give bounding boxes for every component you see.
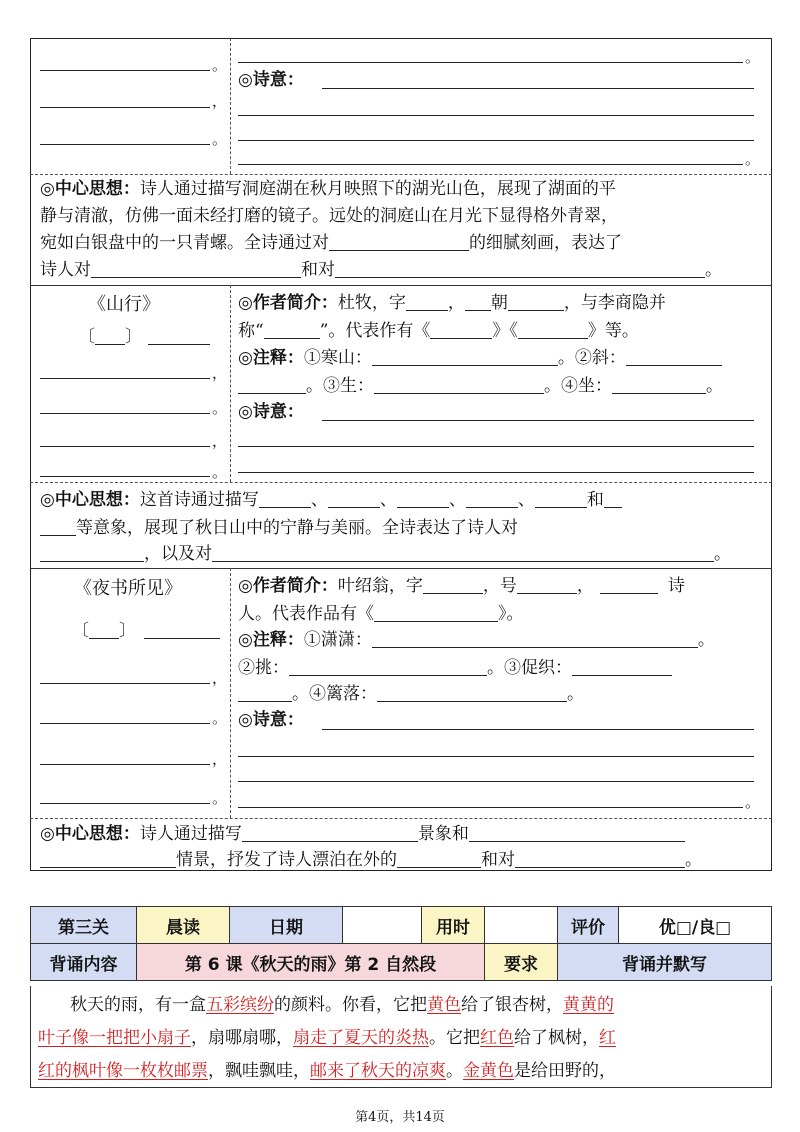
bracket: 〕 bbox=[125, 327, 142, 347]
blank[interactable] bbox=[335, 262, 705, 278]
highlighted-phrase: 扇走了夏天的炎热 bbox=[293, 1028, 429, 1048]
highlighted-phrase: 红 bbox=[599, 1028, 616, 1048]
text: ”。代表作有《 bbox=[319, 321, 431, 341]
requirement-cell: 背诵并默写 bbox=[558, 944, 772, 981]
text: 叶绍翁，字 bbox=[337, 576, 423, 596]
meaning-label: ◎诗意： bbox=[238, 70, 304, 90]
blank[interactable] bbox=[40, 852, 176, 868]
blank[interactable] bbox=[289, 660, 487, 676]
highlighted-phrase: 黄色 bbox=[427, 995, 461, 1015]
blank[interactable] bbox=[40, 520, 76, 536]
blank[interactable] bbox=[626, 350, 722, 366]
text: 诗人对 bbox=[40, 260, 91, 280]
text: 。③生： bbox=[306, 376, 374, 396]
blank[interactable] bbox=[91, 262, 301, 278]
text: 。 bbox=[567, 684, 584, 704]
text: 和 bbox=[586, 490, 604, 510]
blank[interactable] bbox=[518, 323, 588, 339]
text: 和对 bbox=[481, 850, 515, 870]
meaning-blank[interactable] bbox=[322, 88, 754, 89]
dynasty-author-line bbox=[78, 329, 210, 346]
poem-line-blank[interactable] bbox=[40, 378, 210, 379]
notes-line bbox=[238, 632, 715, 649]
central-idea-line bbox=[40, 852, 702, 869]
meaning-blank[interactable] bbox=[238, 140, 754, 141]
central-idea-line bbox=[40, 546, 731, 563]
notes-label: ◎注释： bbox=[238, 348, 304, 368]
poem-line-blank[interactable] bbox=[40, 683, 210, 684]
blank[interactable] bbox=[469, 826, 685, 842]
passage-text: 。 bbox=[446, 1061, 463, 1081]
text: 、 bbox=[517, 490, 535, 510]
answer-line[interactable] bbox=[238, 62, 743, 63]
highlighted-phrase: 金黄色 bbox=[463, 1061, 514, 1081]
text: 景象和 bbox=[417, 824, 469, 844]
punct: 。 bbox=[745, 150, 761, 168]
poem-line-blank[interactable] bbox=[40, 723, 210, 724]
requirement-label-cell: 要求 bbox=[485, 944, 558, 981]
blank[interactable] bbox=[466, 492, 518, 508]
blank[interactable] bbox=[40, 546, 144, 562]
meaning-blank[interactable] bbox=[238, 807, 743, 808]
blank[interactable] bbox=[604, 492, 622, 508]
content-cell: 第 6 课《秋天的雨》第 2 自然段 bbox=[137, 944, 485, 981]
text: 这首诗通过描写 bbox=[139, 490, 259, 510]
highlighted-phrase: 叶子像一把把小扇子 bbox=[38, 1028, 191, 1048]
meaning-label: ◎诗意： bbox=[238, 710, 304, 730]
text: ①潇潇： bbox=[303, 630, 372, 650]
text: 朝 bbox=[490, 293, 508, 313]
punct: ， bbox=[212, 750, 228, 768]
meaning-blank[interactable] bbox=[238, 472, 754, 473]
passage-text: 是给田野的， bbox=[514, 1061, 616, 1081]
blank[interactable] bbox=[238, 378, 306, 394]
author-blank[interactable] bbox=[144, 623, 220, 639]
text: 。 bbox=[714, 544, 731, 564]
text: 静与清澈，仿佛一面未经打磨的镜子。远处的洞庭山在月光下显得格外青翠， bbox=[40, 206, 618, 226]
blank[interactable] bbox=[406, 295, 448, 311]
time-label-cell: 用时 bbox=[422, 907, 485, 944]
poem-title: 《山行》 bbox=[88, 294, 160, 315]
section-divider bbox=[30, 818, 772, 819]
eval-label-cell: 评价 bbox=[558, 907, 619, 944]
highlighted-phrase: 五彩缤纷 bbox=[206, 995, 274, 1015]
date-label-cell: 日期 bbox=[230, 907, 343, 944]
time-input-cell[interactable] bbox=[485, 907, 558, 944]
passage-text: 给了银杏树， bbox=[461, 995, 563, 1015]
punct: 。 bbox=[212, 789, 228, 807]
blank[interactable] bbox=[212, 546, 714, 562]
blank[interactable] bbox=[517, 578, 577, 594]
page-footer: 第4页，共14页 bbox=[355, 1110, 445, 1125]
text: 。 bbox=[705, 260, 722, 280]
poem-line-blank[interactable] bbox=[40, 476, 210, 477]
worksheet-frame bbox=[30, 38, 772, 871]
bracket: 〔 bbox=[78, 327, 95, 347]
text: 和对 bbox=[301, 260, 335, 280]
author-intro-label: ◎作者简介： bbox=[238, 293, 338, 313]
text: ，号 bbox=[482, 576, 517, 596]
author-intro-line bbox=[238, 606, 524, 623]
meaning-blank[interactable] bbox=[322, 729, 754, 730]
poem-line-blank[interactable] bbox=[40, 803, 210, 804]
blank[interactable] bbox=[259, 492, 311, 508]
reading-cell: 晨读 bbox=[137, 907, 230, 944]
notes-line bbox=[238, 350, 722, 367]
dynasty-author-line bbox=[72, 623, 220, 640]
poem-line-blank[interactable] bbox=[40, 446, 210, 447]
text: ， bbox=[447, 293, 465, 313]
central-idea-line bbox=[40, 826, 685, 843]
blank[interactable] bbox=[374, 606, 498, 622]
punct: 。 bbox=[212, 399, 228, 417]
text: 。③促织： bbox=[487, 658, 572, 678]
poem-line-blank[interactable] bbox=[40, 413, 210, 414]
central-idea-line bbox=[40, 181, 616, 198]
blank[interactable] bbox=[242, 826, 418, 842]
central-idea-line bbox=[40, 235, 622, 252]
text: 》等。 bbox=[587, 321, 639, 341]
blank[interactable] bbox=[465, 295, 491, 311]
passage-text: 秋天的雨，有一盒 bbox=[70, 995, 206, 1015]
text: 诗 bbox=[667, 576, 685, 596]
punct: 。 bbox=[212, 56, 228, 74]
meaning-blank[interactable] bbox=[238, 781, 754, 782]
bracket: 〕 bbox=[119, 621, 136, 641]
poem-line-blank[interactable] bbox=[40, 764, 210, 765]
meaning-blank[interactable] bbox=[238, 446, 754, 447]
date-input-cell[interactable] bbox=[343, 907, 422, 944]
text: 。 bbox=[697, 630, 715, 650]
notes-line bbox=[238, 686, 584, 703]
author-intro-label: ◎作者简介： bbox=[238, 576, 338, 596]
poem-line-blank[interactable] bbox=[40, 107, 210, 108]
text: 。④坐： bbox=[544, 376, 612, 396]
blank[interactable] bbox=[377, 686, 567, 702]
dynasty-blank[interactable] bbox=[89, 623, 119, 639]
blank[interactable] bbox=[397, 852, 481, 868]
blank[interactable] bbox=[515, 852, 685, 868]
content-label-cell: 背诵内容 bbox=[31, 944, 137, 981]
punct: ， bbox=[212, 432, 228, 450]
text: ②挑： bbox=[238, 658, 289, 678]
author-intro-line bbox=[238, 578, 685, 595]
blank[interactable] bbox=[372, 350, 558, 366]
section-divider bbox=[30, 482, 772, 483]
section-border bbox=[30, 568, 772, 569]
text: 诗人通过描写 bbox=[139, 824, 242, 844]
central-idea-line bbox=[40, 208, 618, 225]
text: ，以及对 bbox=[144, 544, 212, 564]
passage-line bbox=[38, 1030, 616, 1047]
central-idea-line bbox=[40, 492, 622, 509]
text: ①寒山： bbox=[303, 348, 372, 368]
blank[interactable] bbox=[238, 686, 292, 702]
section-border bbox=[30, 285, 772, 286]
passage-line bbox=[38, 1063, 616, 1080]
blank[interactable] bbox=[535, 492, 587, 508]
meaning-blank[interactable] bbox=[238, 164, 743, 165]
text: ， bbox=[576, 576, 594, 596]
author-intro-line bbox=[238, 323, 639, 340]
text: 、 bbox=[379, 490, 397, 510]
bracket: 〔 bbox=[72, 621, 89, 641]
text: 人。代表作品有《 bbox=[238, 604, 374, 624]
central-idea-line bbox=[40, 262, 722, 279]
text: 。②斜： bbox=[557, 348, 626, 368]
highlighted-phrase: 红色 bbox=[480, 1028, 514, 1048]
punct: ， bbox=[212, 364, 228, 382]
blank[interactable] bbox=[374, 378, 544, 394]
text: 》。 bbox=[498, 604, 524, 624]
central-idea-label: ◎中心思想： bbox=[40, 490, 140, 510]
punct: 。 bbox=[745, 793, 761, 811]
text: 杜牧，字 bbox=[337, 293, 406, 313]
highlighted-phrase: 红的枫叶像一枚枚邮票 bbox=[38, 1061, 208, 1081]
text: 称“ bbox=[238, 321, 264, 341]
blank[interactable] bbox=[397, 492, 449, 508]
eval-checkbox-cell[interactable]: 优□/良□ bbox=[619, 907, 772, 944]
blank[interactable] bbox=[612, 378, 706, 394]
text: 宛如白银盘中的一只青螺。全诗通过对 bbox=[40, 233, 329, 253]
level-cell: 第三关 bbox=[31, 907, 137, 944]
punct: 。 bbox=[212, 709, 228, 727]
poem-line-blank[interactable] bbox=[40, 70, 210, 71]
text: 》《 bbox=[492, 321, 518, 341]
central-idea-label: ◎中心思想： bbox=[40, 179, 140, 199]
passage-line bbox=[70, 997, 614, 1014]
text: 情景，抒发了诗人漂泊在外的 bbox=[176, 850, 397, 870]
notes-line bbox=[238, 378, 723, 395]
punct: ， bbox=[212, 669, 228, 687]
central-idea-line bbox=[40, 520, 518, 537]
column-divider bbox=[230, 285, 231, 482]
meaning-blank[interactable] bbox=[322, 420, 754, 421]
morning-reading-table bbox=[30, 906, 772, 981]
text: 的细腻刻画，表达了 bbox=[469, 233, 622, 253]
poem-title: 《夜书所见》 bbox=[74, 578, 182, 599]
blank[interactable] bbox=[264, 323, 320, 339]
passage-text: ，扇哪扇哪， bbox=[191, 1028, 293, 1048]
blank[interactable] bbox=[372, 632, 698, 648]
blank[interactable] bbox=[600, 578, 658, 594]
author-blank[interactable] bbox=[148, 329, 210, 345]
text: 、 bbox=[448, 490, 466, 510]
text: ，与李商隐并 bbox=[563, 293, 666, 313]
passage-text: 的颜料。你看，它把 bbox=[274, 995, 427, 1015]
blank[interactable] bbox=[328, 492, 380, 508]
text: 。 bbox=[685, 850, 702, 870]
text: 等意象，展现了秋日山中的宁静与美丽。全诗表达了诗人对 bbox=[76, 518, 518, 538]
text: 、 bbox=[310, 490, 328, 510]
highlighted-phrase: 黄黄的 bbox=[563, 995, 614, 1015]
passage-text: 。它把 bbox=[429, 1028, 480, 1048]
meaning-label: ◎诗意： bbox=[238, 402, 304, 422]
notes-line bbox=[238, 660, 672, 677]
poem-line-blank[interactable] bbox=[40, 144, 210, 145]
blank[interactable] bbox=[572, 660, 672, 676]
meaning-blank[interactable] bbox=[238, 115, 754, 116]
highlighted-phrase: 邮来了秋天的凉爽 bbox=[310, 1061, 446, 1081]
punct: 。 bbox=[745, 48, 761, 66]
blank[interactable] bbox=[423, 578, 483, 594]
column-divider bbox=[230, 568, 231, 818]
blank[interactable] bbox=[329, 235, 469, 251]
dynasty-blank[interactable] bbox=[95, 329, 125, 345]
blank[interactable] bbox=[508, 295, 564, 311]
meaning-blank[interactable] bbox=[238, 756, 754, 757]
text: 。 bbox=[706, 376, 723, 396]
blank[interactable] bbox=[430, 323, 492, 339]
passage-text: 给了枫树， bbox=[514, 1028, 599, 1048]
punct: ， bbox=[212, 92, 228, 110]
notes-label: ◎注释： bbox=[238, 630, 304, 650]
text: 。④篱落： bbox=[292, 684, 377, 704]
text: 诗人通过描写洞庭湖在秋月映照下的湖光山色，展现了湖面的平 bbox=[139, 179, 616, 199]
column-divider bbox=[230, 38, 231, 174]
author-intro-line bbox=[238, 295, 666, 312]
central-idea-label: ◎中心思想： bbox=[40, 824, 140, 844]
passage-text: ，飘哇飘哇， bbox=[208, 1061, 310, 1081]
punct: 。 bbox=[212, 463, 228, 481]
section-divider bbox=[30, 174, 772, 175]
punct: 。 bbox=[212, 130, 228, 148]
